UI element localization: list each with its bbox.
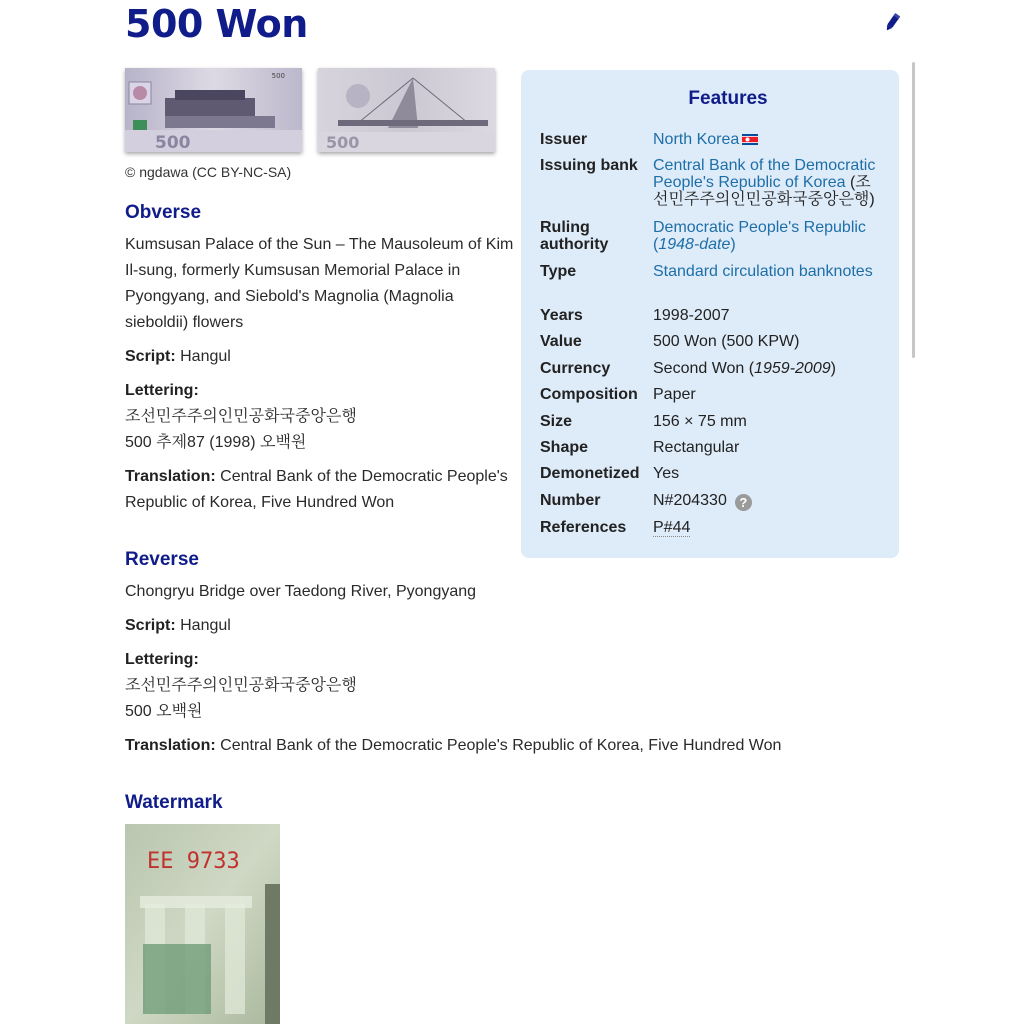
feature-label: Value [540,333,582,350]
lettering-line: 조선민주주의인민공화국중앙은행 [125,408,357,425]
feature-label: Issuer [540,131,588,148]
feature-label: Currency [540,360,611,377]
translation-value: Central Bank of the Democratic People's Republic of Korea, Five Hundred Won [220,737,782,754]
feature-label: Years [540,307,583,324]
question-circle-icon[interactable]: ? [735,494,752,511]
translation-label: Translation: [125,737,216,754]
issuer-link[interactable]: North Korea [653,131,740,148]
features-box: Features Issuer North Korea Issuing bank Central Bank of the Democratic People's Republic of Korea (조선민주주의인민공화국중앙은행) Ruling authority Democratic People's Republic (1948-date) Type Standard circulation banknotes Years 1998-2007 Value 500 Won (500 KPW) Currency Second Won (1959-2009) Composition Paper Size 156 × 75 mm Shape Rectangular Demonetized Yes Number N#204330 ? References P#44 [521,70,899,558]
watermark-serial: ЕЕ 9733 [147,849,240,874]
lettering-line: 500 오백원 [125,703,203,720]
feature-label: Composition [540,386,638,403]
currency-period: 1959-2009 [754,360,831,377]
obverse-script [125,344,517,370]
translation-label: Translation: [125,468,216,485]
script-label: Script: [125,348,176,365]
reverse-heading: Reverse [125,549,199,570]
reverse-script [125,613,905,639]
obverse-denomination: 500 [155,133,191,152]
feature-value: Second Won [653,360,745,377]
ruling-authority-name: Democratic People's Republic [653,219,866,236]
ruling-authority-link[interactable]: Democratic People's Republic (1948-date) [653,219,866,253]
page-title: 500 Won [125,2,308,46]
script-value: Hangul [180,617,231,634]
feature-label: Number [540,492,601,509]
obverse-thumbnail[interactable] [125,68,302,152]
obverse-lettering [125,378,517,456]
feature-value: 1998-2007 [653,307,730,324]
lettering-line: 500 추제87 (1998) 오백원 [125,434,307,451]
script-value: Hangul [180,348,231,365]
type-link[interactable]: Standard circulation banknotes [653,263,873,280]
feature-label: Type [540,263,577,280]
feature-label: Ruling [540,219,590,236]
watermark-section [125,790,905,822]
issuing-bank-link[interactable]: Central Bank of the Democratic People's Republic of Korea [653,157,876,191]
obverse-translation [125,464,517,516]
reverse-denomination: 500 [326,133,360,152]
lettering-label: Lettering: [125,382,199,399]
reverse-translation [125,733,905,759]
translation-value: Central Bank of the Democratic People's Republic of Korea, Five Hundred Won [125,468,508,511]
issuing-bank-native: (조선민주주의인민공화국중앙은행) [653,174,875,208]
reverse-description: Chongryu Bridge over Taedong River, Pyongyang [125,583,477,600]
feature-value: Paper [653,386,696,403]
feature-value: Rectangular [653,439,740,456]
image-credit: © ngdawa (CC BY-NC-SA) [125,164,292,180]
svg-text:500: 500 [271,72,285,80]
lettering-line: 조선민주주의인민공화국중앙은행 [125,677,357,694]
feature-label: authority [540,236,609,253]
script-label: Script: [125,617,176,634]
reverse-lettering [125,647,905,725]
ruling-period: 1948-date [658,236,731,253]
feature-label: Size [540,413,573,430]
reverse-thumbnail[interactable] [318,68,495,152]
feature-label: Issuing bank [540,157,638,174]
feature-value: 500 Won (500 KPW) [653,333,800,350]
obverse-section [125,200,517,524]
obverse-description: Kumsusan Palace of the Sun – The Mausoleum of Kim Il-sung, formerly Kumsusan Memorial Palace in Pyongyang, and Siebold's Magnolia (Magnolia sieboldii) flowers [125,236,514,331]
scrollbar[interactable] [912,62,915,358]
feature-value: 156 × 75 mm [653,413,747,430]
feature-label: References [540,519,627,536]
obverse-heading: Obverse [125,202,202,223]
feature-label: Demonetized [540,465,640,482]
reverse-section [125,547,905,767]
feature-label: Shape [540,439,589,456]
edit-pencil-icon[interactable] [882,12,902,34]
watermark-heading: Watermark [125,792,223,813]
lettering-label: Lettering: [125,651,199,668]
feature-value: Yes [653,465,680,482]
watermark-image[interactable] [125,824,280,1024]
references-value[interactable]: P#44 [653,519,691,536]
north-korea-flag-icon [742,134,758,145]
feature-value: N#204330 [653,492,727,509]
features-title: Features [688,88,768,109]
